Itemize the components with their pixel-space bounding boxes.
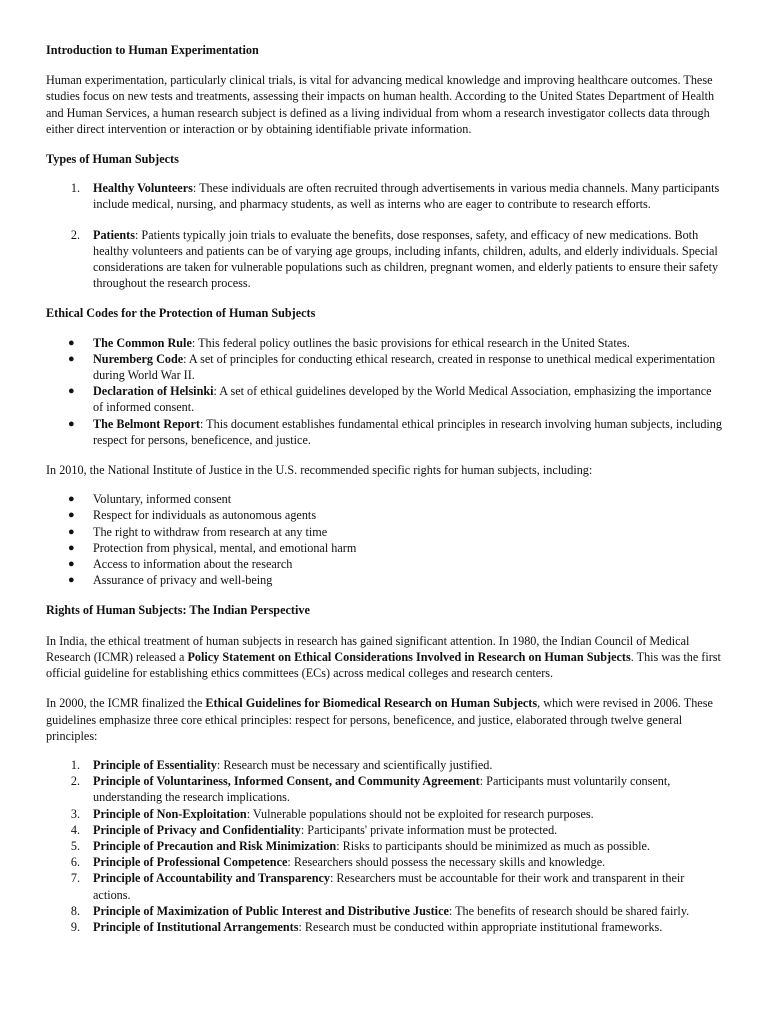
bullet-icon: ● [68,558,75,571]
list-item-term: The Common Rule [93,335,192,350]
list-marker: 8. [70,903,80,918]
list-item-term: Patients [93,227,135,242]
list-item [46,524,722,540]
list-item [46,773,722,805]
list-item-text: : A set of principles for conducting ethical research, created in response to unethical medical experimentation during World War II. [93,351,716,383]
list-marker: 4. [70,822,80,837]
list-marker: 2. [70,774,80,789]
list-item [46,854,722,870]
list-item-text: : Researchers should possess the necessary skills and knowledge. [287,855,606,870]
list-item-term: Principle of Privacy and Confidentiality [93,822,301,837]
list-item-text: Protection from physical, mental, and emotional harm [93,540,357,555]
rights-list [46,491,722,588]
list-marker: 3. [70,806,80,821]
list-item-text: : Research must be necessary and scientifically justified. [216,757,493,772]
bullet-icon: ● [68,525,75,538]
india-heading: Rights of Human Subjects: The Indian Perspective [46,603,310,618]
list-item-term: Healthy Volunteers [93,181,193,196]
list-item [46,540,722,556]
india-paragraph-1 [46,633,722,682]
list-item-text: : A set of ethical guidelines developed by the World Medical Association, emphasizing the importance of informed consent. [93,384,712,415]
list-item [46,572,722,588]
list-marker: 7. [70,871,80,886]
list-marker: 1. [70,181,80,196]
list-item-term: The Belmont Report [93,416,200,431]
bullet-icon: ● [68,417,75,430]
india-p1-text-after: . This was the first official guideline for establishing ethics committees (ECs) across medical colleges and research centers. [46,649,721,681]
list-item-text: : The benefits of research should be shared fairly. [448,903,690,918]
india-p2-text-after: , which were revised in 2006. These guidelines emphasize three core ethical principles: respect for persons, beneficence, and justice, elaborated through twelve general principles: [46,696,713,743]
list-item-term: Principle of Precaution and Risk Minimization [93,838,337,853]
list-marker: 9. [70,919,80,934]
india-p1-text-before: In India, the ethical treatment of human subjects in research has gained significant attention. In 1980, the Indian Council of Medical Research (ICMR) released a [46,633,690,664]
types-heading: Types of Human Subjects [46,152,179,167]
list-item-text: : This document establishes fundamental ethical principles in research involving human subjects, including respect for persons, beneficence, and justice. [93,416,722,447]
bullet-icon: ● [68,385,75,398]
list-item [46,556,722,572]
list-item [46,919,722,935]
list-item [46,903,722,919]
list-item [46,227,722,292]
intro-heading: Introduction to Human Experimentation [46,43,259,57]
list-item-text: Voluntary, informed consent [93,492,232,507]
bullet-icon: ● [68,541,75,554]
list-item-term: Nuremberg Code [93,351,184,366]
india-p1-policy-title: Policy Statement on Ethical Considerations Involved in Research on Human Subjects [187,649,631,664]
list-item-term: Principle of Maximization of Public Interest and Distributive Justice [93,903,449,918]
bullet-icon: ● [68,352,75,365]
principles-list [46,757,722,935]
intro-paragraph: Human experimentation, particularly clinical trials, is vital for advancing medical knowledge and improving healthcare outcomes. These studies focus on new tests and treatments, assessing their impacts on human health. According to the United States Department of Health and Human Services, a human research subject is defined as a living individual from whom a research investigator collects data through either direct intervention or interaction or by obtaining identifiable private information. [46,73,715,136]
list-item-text: : Patients typically join trials to evaluate the benefits, dose responses, safety, and efficacy of new medications. Both healthy volunteers and patients can be of varying age groups, including infants, children, adults, and elderly individuals. Special considerations are taken for vulnerable populations such as children, pregnant women, and elderly patients to ensure their safety throughout the research process. [93,227,719,291]
list-item [46,383,722,415]
list-item [46,838,722,854]
list-item-text: Respect for individuals as autonomous agents [93,508,317,523]
list-marker: 6. [70,855,80,870]
list-item-term: Principle of Voluntariness, Informed Consent, and Community Agreement [93,774,480,789]
list-item-text: : These individuals are often recruited through advertisements in various media channels. Many participants include medical, nursing, and pharmacy students, as well as interns who are eager to contribute to research efforts. [93,181,720,212]
bullet-icon: ● [68,336,75,349]
list-item-term: Principle of Accountability and Transparency [93,871,330,886]
list-item-text: : Vulnerable populations should not be exploited for research purposes. [246,806,594,821]
list-marker: 5. [70,838,80,853]
list-item-text: : Participants' private information must be protected. [300,822,558,837]
bullet-icon: ● [68,493,75,506]
list-item [46,335,722,351]
list-item [46,416,722,448]
list-item [46,757,722,773]
list-item [46,507,722,523]
bullet-icon: ● [68,509,75,522]
types-list [46,180,722,291]
list-marker: 2. [70,227,80,242]
list-item-text: : Risks to participants should be minimized as much as possible. [336,838,650,853]
india-p2-guidelines-title: Ethical Guidelines for Biomedical Research on Human Subjects [205,696,538,711]
codes-heading: Ethical Codes for the Protection of Human Subjects [46,306,316,321]
list-item-term: Principle of Non-Exploitation [93,806,247,821]
list-item [46,822,722,838]
list-item [46,806,722,822]
list-item-text: Access to information about the research [93,557,293,572]
codes-list [46,335,722,448]
list-item-text: The right to withdraw from research at any time [93,524,328,539]
list-item-text: : This federal policy outlines the basic provisions for ethical research in the United States. [191,335,630,350]
india-paragraph-2 [46,695,722,744]
list-item [46,351,722,383]
list-item-text: : Research must be conducted within appropriate institutional frameworks. [298,919,663,934]
list-marker: 1. [70,757,80,772]
rights-2010-paragraph: In 2010, the National Institute of Justice in the U.S. recommended specific rights for human subjects, including: [46,463,593,478]
list-item [46,180,722,212]
list-item-term: Principle of Professional Competence [93,855,288,870]
list-item-text: Assurance of privacy and well-being [93,573,273,588]
list-item-text: : Researchers must be accountable for their work and transparent in their actions. [93,871,685,902]
list-item [46,870,722,902]
list-item-term: Principle of Institutional Arrangements [93,919,299,934]
list-item-term: Declaration of Helsinki [93,384,214,399]
bullet-icon: ● [68,574,75,587]
india-p2-text-before: In 2000, the ICMR finalized the [46,696,206,711]
list-item-text: : Participants must voluntarily consent, understanding the research implications. [93,774,671,805]
list-item [46,491,722,507]
list-item-term: Principle of Essentiality [93,757,217,772]
